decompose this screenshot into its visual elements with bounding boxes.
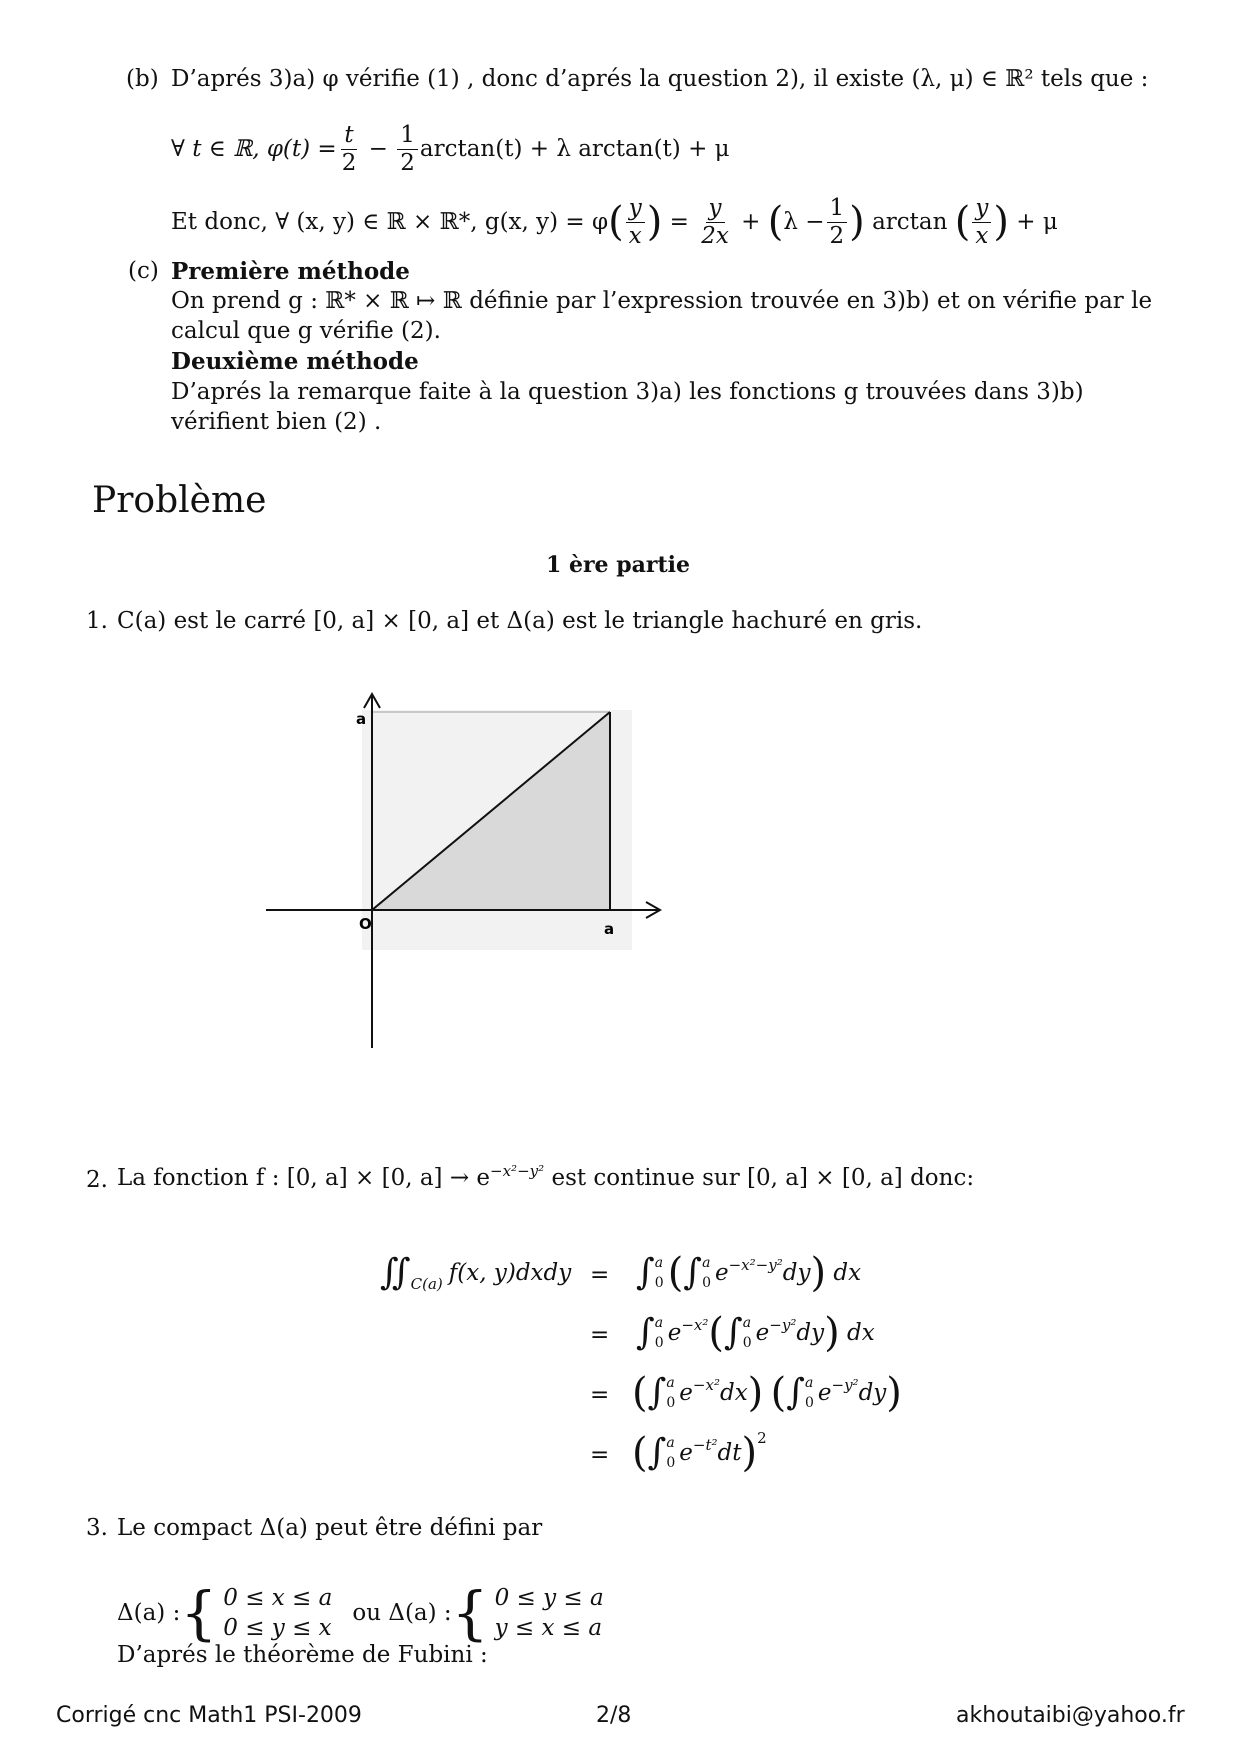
item-1-text: C(a) est le carré [0, a] × [0, a] et Δ(a) est le triangle hachuré en gris. <box>117 608 923 634</box>
delta-definition: Δ(a) : { 0 ≤ x ≤ a 0 ≤ y ≤ x ou Δ(a) : { 0 ≤ y ≤ a y ≤ x ≤ a <box>117 1579 604 1647</box>
item-label-b: (b) <box>126 66 159 92</box>
section-title: Problème <box>92 480 267 521</box>
item-1-number: 1. <box>86 608 108 634</box>
equals-2: = <box>590 1322 610 1348</box>
b-eq1-prefix: ∀ t ∈ ℝ, φ(t) = <box>171 136 337 162</box>
figure-label-origin: O <box>359 915 372 933</box>
method-1-text: On prend g : ℝ* × ℝ ↦ ℝ définie par l’expression trouvée en 3)b) et on vérifie par le calcul que g vérifie (2). <box>171 288 1153 344</box>
b-eq2-prefix: Et donc, ∀ (x, y) ∈ ℝ × ℝ*, g(x, y) = φ <box>171 209 609 235</box>
b-line-1: D’aprés 3)a) φ vérifie (1) , donc d’aprés la question 2), il existe (λ, μ) ∈ ℝ² tels que : <box>171 66 1149 92</box>
b-equation-2: Et donc, ∀ (x, y) ∈ ℝ × ℝ*, g(x, y) = φ ( $\frac{y}{x}$ ) = $\frac{y}{2x}$ + ( λ − $\frac{1}{2}$ ) arctan ( $\frac{y}{x}$ ) + μ <box>171 194 1058 249</box>
method-2-title: Deuxième méthode <box>171 348 419 375</box>
item-label-c: (c) <box>128 258 159 284</box>
eq-rhs-2: ∫ a 0 e −x² ( ∫ a 0 e −y² dy ) dx <box>636 1310 875 1356</box>
equals-4: = <box>590 1442 610 1468</box>
item-3-text: Le compact Δ(a) peut être défini par <box>117 1515 543 1541</box>
b-eq1-rest: arctan(t) + λ arctan(t) + μ <box>419 136 730 162</box>
eq-rhs-3: ( ∫ a 0 e −x² dx ) ( ∫ a 0 e −y² dy ) <box>632 1370 902 1416</box>
footer-left: Corrigé cnc Math1 PSI-2009 <box>56 1703 362 1728</box>
item-3-number: 3. <box>86 1515 108 1541</box>
eq-rhs-1: ∫ a 0 ( ∫ a 0 e −x²−y² dy ) dx <box>636 1250 862 1296</box>
eq-row-1: ∬ C(a) f(x, y)dxdy <box>380 1252 572 1293</box>
method-1-title: Première méthode <box>171 258 410 285</box>
equals-3: = <box>590 1382 610 1408</box>
fraction-1-over-2: $\frac{1}{2}$ <box>397 124 418 175</box>
part-title: 1 ère partie <box>546 552 690 578</box>
square-triangle-figure <box>260 680 680 1060</box>
figure-label-a-top: a <box>356 710 367 728</box>
fubini-sentence: D’aprés le théorème de Fubini : <box>117 1642 488 1668</box>
equals-1: = <box>590 1262 610 1288</box>
b-equation-1: ∀ t ∈ ℝ, φ(t) = $\frac{t}{2}$ − $\frac{1}{2}$ arctan(t) + λ arctan(t) + μ <box>171 121 730 176</box>
item-2-text: La fonction f : [0, a] × [0, a] → e −x²−y² est continue sur [0, a] × [0, a] donc: <box>117 1162 975 1191</box>
page-number: 2/8 <box>596 1703 632 1728</box>
method-2-text: D’aprés la remarque faite à la question 3)a) les fonctions g trouvées dans 3)b) vérifient bien (2) . <box>171 379 1084 435</box>
eq-rhs-4: ( ∫ a 0 e −t² dt ) 2 <box>632 1429 767 1476</box>
footer-email: akhoutaibi@yahoo.fr <box>956 1703 1185 1728</box>
fraction-t-over-2: $\frac{t}{2}$ <box>341 121 357 176</box>
figure-label-a-right: a <box>604 920 615 938</box>
item-2-number: 2. <box>86 1167 108 1193</box>
